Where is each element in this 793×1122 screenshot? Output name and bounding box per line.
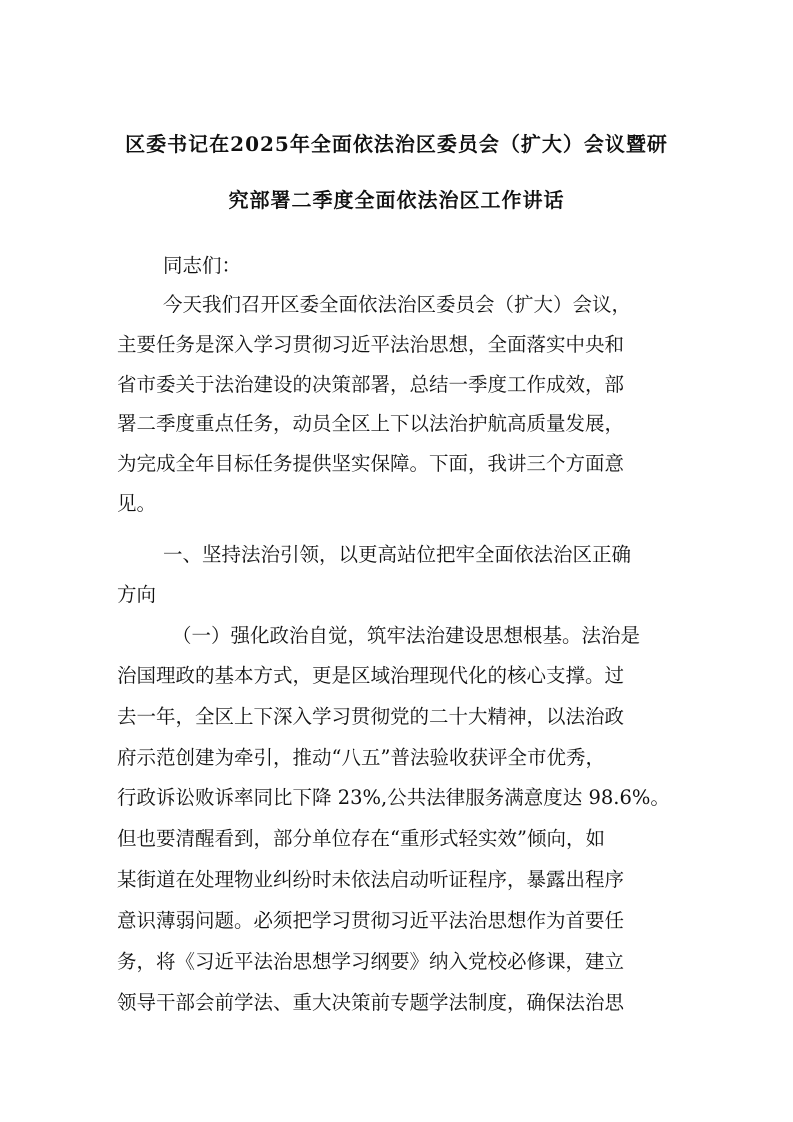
body-line: 去一年，全区上下深入学习贯彻党的二十大精神，以法治政	[117, 705, 625, 728]
body-line: 行政诉讼败诉率同比下降 23%,公共法律服务满意度达 98.6%。	[117, 786, 670, 809]
body-line: 为完成全年目标任务提供坚实保障。下面，我讲三个方面意	[117, 452, 625, 475]
body-line: 但也要清醒看到，部分单位存在“重形式轻实效”倾向，如	[117, 827, 605, 850]
body-line: 见。	[117, 492, 157, 515]
body-line: 省市委关于法治建设的决策部署，总结一季度工作成效，部	[117, 373, 625, 396]
salutation: 同志们：	[163, 254, 242, 277]
body-line: 府示范创建为牵引，推动“八五”普法验收获评全市优秀，	[117, 746, 605, 769]
body-line: 某街道在处理物业纠纷时未依法启动听证程序，暴露出程序	[117, 868, 625, 891]
body-line: 务，将《习近平法治思想学习纲要》纳入党校必修课，建立	[117, 950, 625, 973]
body-line: 意识薄弱问题。必须把学习贯彻习近平法治思想作为首要任	[117, 909, 625, 932]
title-line-1: 区委书记在2025年全面依法治区委员会（扩大）会议暨研	[125, 132, 668, 156]
body-line: 治国理政的基本方式，更是区域治理现代化的核心支撑。过	[117, 664, 625, 687]
body-line: 署二季度重点任务，动员全区上下以法治护航高质量发展，	[117, 412, 625, 435]
body-line: （一）强化政治自觉，筑牢法治建设思想根基。法治是	[172, 624, 641, 647]
section-heading: 方向	[117, 583, 157, 606]
title-line-2: 究部署二季度全面依法治区工作讲话	[228, 188, 565, 212]
body-line: 今天我们召开区委全面依法治区委员会（扩大）会议，	[163, 293, 632, 316]
body-line: 领导干部会前学法、重大决策前专题学法制度，确保法治思	[117, 991, 625, 1014]
section-heading: 一、坚持法治引领，以更高站位把牢全面依法治区正确	[163, 543, 632, 566]
body-line: 主要任务是深入学习贯彻习近平法治思想，全面落实中央和	[117, 333, 625, 356]
